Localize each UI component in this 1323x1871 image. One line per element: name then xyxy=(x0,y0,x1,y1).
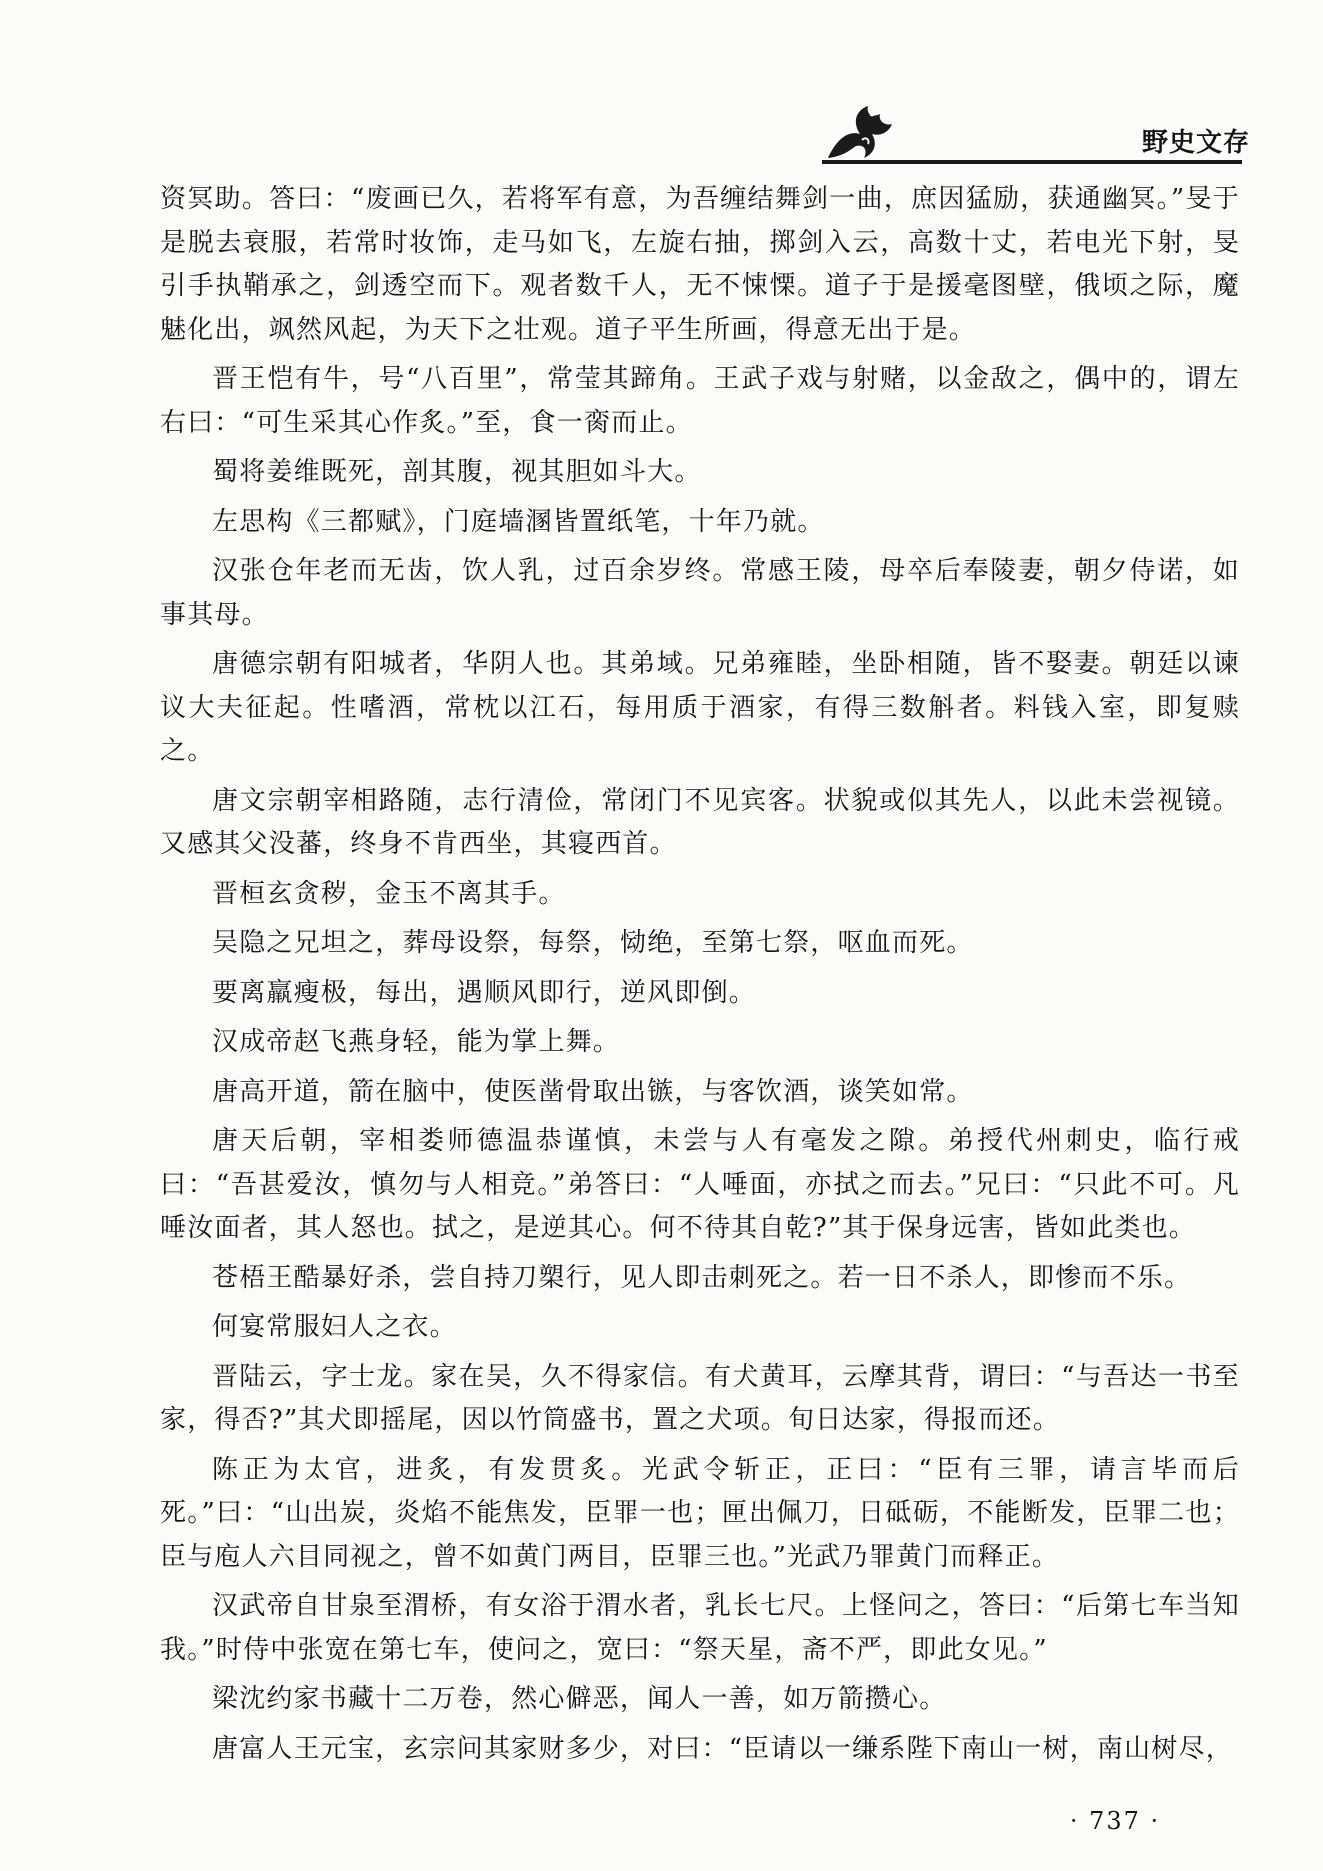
paragraph: 唐文宗朝宰相路随，志行清俭，常闭门不见宾客。状貌或似其先人，以此未尝视镜。又感其父没蕃，终身不肯西坐，其寝西首。 xyxy=(160,785,1240,859)
page-number: · 737 · xyxy=(1069,1807,1161,1835)
dragon-emblem-icon xyxy=(822,100,896,164)
paragraph: 唐高开道，箭在脑中，使医凿骨取出镞，与客饮酒，谈笑如常。 xyxy=(212,1076,974,1107)
paragraph: 晋王恺有牛，号“八百里”，常莹其蹄角。王武子戏与射赌，以金敌之，偶中的，谓左右曰：“可生采其心作炙。”至，食一脔而止。 xyxy=(160,364,1240,438)
paragraph: 晋桓玄贪秽，金玉不离其手。 xyxy=(212,878,566,909)
paragraph: 资冥助。答曰：“废画已久，若将军有意，为吾缠结舞剑一曲，庶因猛励，获通幽冥。”旻于是脱去衰服，若常时妆饰，走马如飞，左旋右抽，掷剑入云，高数十丈，若电光下射，旻引手执鞘承之，剑透空而下。观者数千人，无不悚慄。道子于是援毫图壁，俄顷之际，魔魅化出，飒然风起，为天下之壮观。道子平生所画，得意无出于是。 xyxy=(160,184,1240,345)
paragraph: 蜀将姜维既死，剖其腹，视其胆如斗大。 xyxy=(212,457,702,487)
paragraph: 唐富人王元宝，玄宗问其家财多少，对曰：“臣请以一缣系陛下南山一树，南山树尽， xyxy=(212,1733,1233,1764)
page-header xyxy=(0,0,1323,170)
paragraph: 要离羸瘦极，每出，遇顺风即行，逆风即倒。 xyxy=(212,977,757,1008)
paragraph: 汉张仓年老而无齿，饮人乳，过百余岁终。常感王陵，母卒后奉陵妻，朝夕侍诺，如事其母。 xyxy=(160,556,1240,630)
page-body xyxy=(160,178,1240,1777)
paragraph: 陈正为太官，进炙，有发贯炙。光武令斩正，正曰：“臣有三罪，请言毕而后死。”曰：“山出炭，炎焰不能焦发，臣罪一也；匣出佩刀，日砥砺，不能断发，臣罪二也；臣与庖人六目同视之，曾不如黄门两目，臣罪三也。”光武乃罪黄门而释正。 xyxy=(160,1454,1240,1572)
paragraph: 晋陆云，字士龙。家在吴，久不得家信。有犬黄耳，云摩其背，谓曰：“与吾达一书至家，得否?”其犬即摇尾，因以竹筒盛书，置之犬项。旬日达家，得报而还。 xyxy=(160,1361,1240,1435)
running-header-title: 野史文存 xyxy=(1141,128,1250,158)
paragraph: 苍梧王酷暴好杀，尝自持刀槊行，见人即击刺死之。若一日不杀人，即惨而不乐。 xyxy=(212,1262,1192,1293)
paragraph: 梁沈约家书藏十二万卷，然心僻恶，闻人一善，如万箭攒心。 xyxy=(212,1684,947,1714)
paragraph: 汉武帝自甘泉至渭桥，有女浴于渭水者，乳长七尺。上怪问之，答曰：“后第七车当知我。”时侍中张宽在第七车，使问之，宽曰：“祭天星，斋不严，即此女见。” xyxy=(160,1591,1240,1665)
paragraph: 吴隐之兄坦之，葬母设祭，每祭，恸绝，至第七祭，呕血而死。 xyxy=(212,928,974,958)
paragraph: 唐天后朝，宰相娄师德温恭谨慎，未尝与人有毫发之隙。弟授代州刺史，临行戒曰：“吾甚爱汝，慎勿与人相竞。”弟答曰：“人唾面，亦拭之而去。”兄曰：“只此不可。凡唾汝面者，其人怒也。拭之，是逆其心。何不待其自乾?”其于保身远害，皆如此类也。 xyxy=(160,1126,1240,1243)
paragraph: 左思构《三都赋》，门庭墙溷皆置纸笔，十年乃就。 xyxy=(212,506,825,537)
paragraph: 何宴常服妇人之衣。 xyxy=(212,1312,457,1342)
paragraph: 汉成帝赵飞燕身轻，能为掌上舞。 xyxy=(212,1027,621,1057)
paragraph: 唐德宗朝有阳城者，华阴人也。其弟域。兄弟雍睦，坐卧相随，皆不娶妻。朝廷以谏议大夫征起。性嗜酒，常枕以江石，每用质于酒家，有得三数斛者。料钱入室，即复赎之。 xyxy=(160,649,1240,766)
header-rule xyxy=(822,160,1242,164)
